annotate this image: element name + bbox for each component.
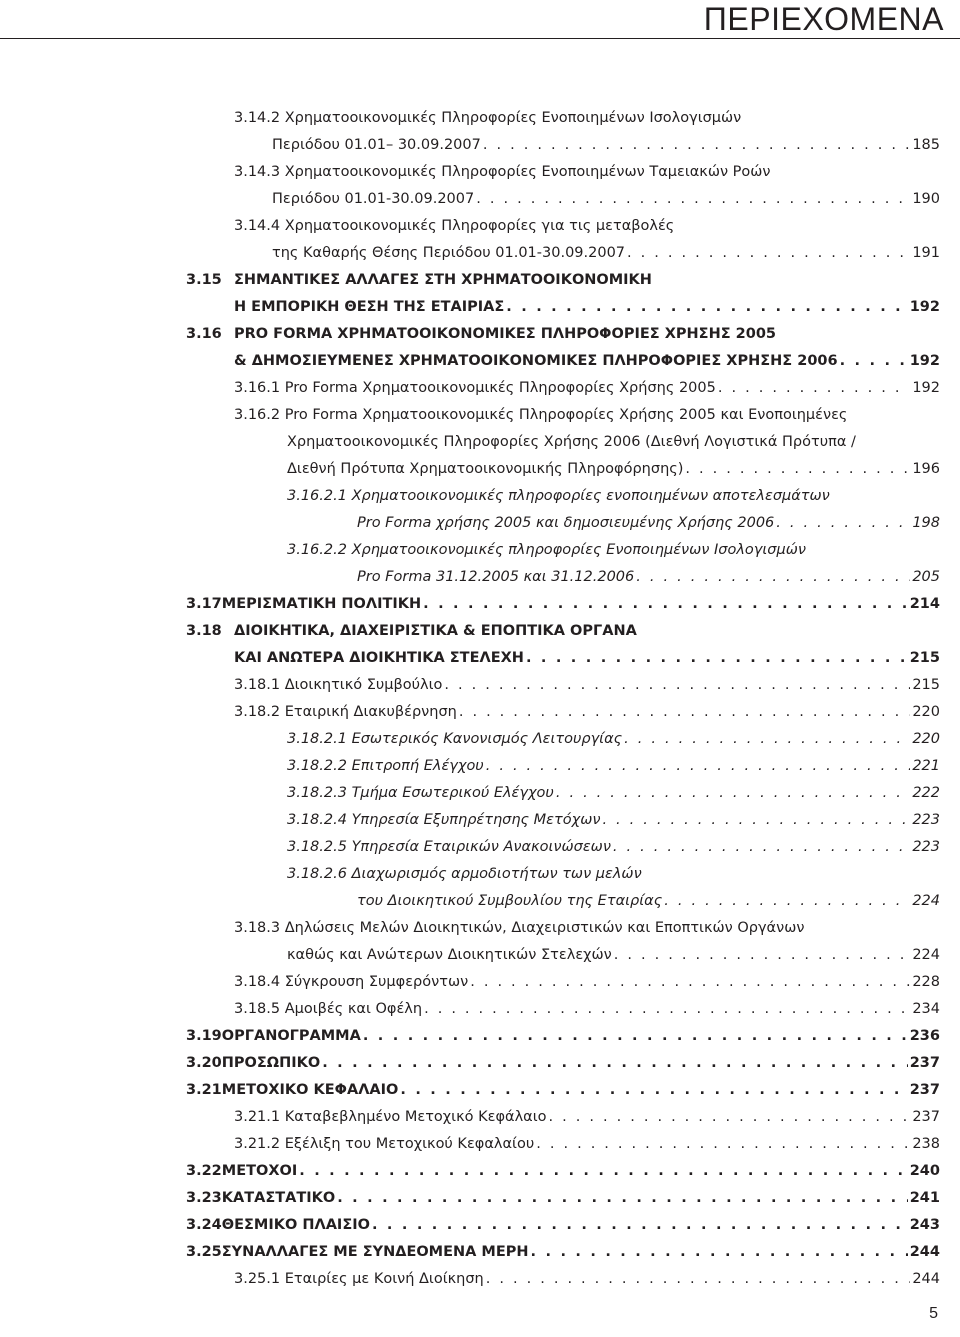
dot-leader [337, 1186, 908, 1210]
page-ref: 215 [912, 677, 940, 693]
page-ref: 234 [912, 1001, 940, 1017]
toc-entry-3-24[interactable]: 3.24 ΘΕΣΜΙΚΟ ΠΛΑΙΣΙΟ . . . 243 [186, 1213, 940, 1237]
toc-entry-3-16-2-2[interactable]: Pro Forma 31.12.2005 και 31.12.2006 . . . 205 [357, 565, 940, 589]
toc-entry-3-14-2[interactable]: Περιόδου 01.01– 30.09.2007 . . . 185 [272, 133, 940, 157]
page-ref: 237 [912, 1109, 940, 1125]
dot-leader [506, 295, 907, 319]
toc-entry-3-14-3-line1: 3.14.3 Χρηματοοικονομικές Πληροφορίες Ενοποιημένων Ταμειακών Ροών [234, 164, 771, 180]
page-ref: 192 [909, 299, 940, 315]
dot-leader [602, 808, 910, 832]
toc-entry-3-25-1[interactable]: 3.25.1 Εταιρίες με Κοινή Διοίκηση . . . 244 [234, 1267, 940, 1291]
toc-entry-3-18-2-6-line1: 3.18.2.6 Διαχωρισμός αρμοδιοτήτων των μελών [287, 866, 642, 882]
toc-entry-3-19[interactable]: 3.19 ΟΡΓΑΝΟΓΡΑΜΜΑ . . . 236 [186, 1024, 940, 1048]
toc-entry-3-16-2[interactable]: Διεθνή Πρότυπα Χρηματοοικονομικής Πληροφόρησης) . . . 196 [287, 457, 940, 481]
page-ref: 190 [912, 191, 940, 207]
toc-entry-3-16[interactable]: & ΔΗΜΟΣΙΕΥΜΕΝΕΣ ΧΡΗΜΑΤΟΟΙΚΟΝΟΜΙΚΕΣ ΠΛΗΡΟΦΟΡΙΕΣ ΧΡΗΣΗΣ 2006 . . . 192 [234, 349, 940, 373]
dot-leader [400, 1078, 907, 1102]
toc-entry-3-16-2-1-line1: 3.16.2.1 Χρηματοοικονομικές πληροφορίες ενοποιημένων αποτελεσμάτων [287, 488, 830, 504]
dot-leader [624, 727, 910, 751]
dot-leader [322, 1051, 908, 1075]
dot-leader [627, 241, 910, 265]
toc-entry-3-25[interactable]: 3.25 ΣΥΝΑΛΛΑΓΕΣ ΜΕ ΣΥΝΔΕΟΜΕΝΑ ΜΕΡΗ . . . 244 [186, 1240, 940, 1264]
toc-entry-3-22[interactable]: 3.22 ΜΕΤΟΧΟΙ . . . 240 [186, 1159, 940, 1183]
dot-leader [372, 1213, 908, 1237]
dot-leader [685, 457, 910, 481]
dot-leader [776, 511, 910, 535]
dot-leader [613, 835, 910, 859]
dot-leader [444, 673, 910, 697]
dot-leader [470, 970, 910, 994]
toc-entry-3-18-5[interactable]: 3.18.5 Αμοιβές και Οφέλη . . . 234 [234, 997, 940, 1021]
toc-entry-3-23[interactable]: 3.23 ΚΑΤΑΣΤΑΤΙΚΟ . . . 241 [186, 1186, 940, 1210]
page-ref: 214 [909, 596, 940, 612]
page-ref: 185 [912, 137, 940, 153]
toc-entry-3-18-3[interactable]: καθώς και Ανώτερων Διοικητικών Στελεχών . . . 224 [287, 943, 940, 967]
toc-entry-3-16-2-1[interactable]: Pro Forma χρήσης 2005 και δημοσιευμένης Χρήσης 2006 . . . 198 [357, 511, 940, 535]
toc-entry-3-18-2-1[interactable]: 3.18.2.1 Εσωτερικός Κανονισμός Λειτουργίας . . . 220 [287, 727, 940, 751]
header-rule [0, 38, 960, 39]
page-ref: 221 [912, 758, 940, 774]
toc-entry-3-18-2-2[interactable]: 3.18.2.2 Επιτροπή Ελέγχου . . . 221 [287, 754, 940, 778]
page-ref: 205 [912, 569, 940, 585]
toc-entry-3-18-line1: 3.18 ΔΙΟΙΚΗΤΙΚΑ, ΔΙΑΧΕΙΡΙΣΤΙΚΑ & ΕΠΟΠΤΙΚΑ ΟΡΓΑΝΑ [186, 623, 637, 639]
dot-leader [536, 1132, 910, 1156]
dot-leader [556, 781, 910, 805]
toc-entry-3-18-1[interactable]: 3.18.1 Διοικητικό Συμβούλιο . . . 215 [234, 673, 940, 697]
toc-entry-3-21[interactable]: 3.21 ΜΕΤΟΧΙΚΟ ΚΕΦΑΛΑΙΟ . . . 237 [186, 1078, 940, 1102]
page-ref: 223 [912, 812, 940, 828]
dot-leader [486, 754, 911, 778]
dot-leader [459, 700, 910, 724]
page-ref: 222 [912, 785, 940, 801]
page-number: 5 [929, 1305, 938, 1322]
dot-leader [363, 1024, 908, 1048]
toc-entry-3-18[interactable]: ΚΑΙ ΑΝΩΤΕΡΑ ΔΙΟΙΚΗΤΙΚΑ ΣΤΕΛΕΧΗ . . . 215 [234, 646, 940, 670]
toc-entry-3-16-line1: 3.16 PRO FORMA ΧΡΗΜΑΤΟΟΙΚΟΝΟΜΙΚΕΣ ΠΛΗΡΟΦΟΡΙΕΣ ΧΡΗΣΗΣ 2005 [186, 326, 777, 342]
page-ref: 224 [912, 893, 940, 909]
dot-leader [636, 565, 910, 589]
page-ref: 192 [912, 380, 940, 396]
toc-entry-3-18-2[interactable]: 3.18.2 Εταιρική Διακυβέρνηση . . . 220 [234, 700, 940, 724]
dot-leader [476, 187, 910, 211]
page-ref: 224 [912, 947, 940, 963]
page-ref: 241 [909, 1190, 940, 1206]
toc-entry-3-20[interactable]: 3.20 ΠΡΟΣΩΠΙΚΟ . . . 237 [186, 1051, 940, 1075]
page-title: ΠΕΡΙΕΧΟΜΕΝΑ [703, 1, 944, 37]
page-ref: 237 [909, 1082, 940, 1098]
page-ref: 240 [909, 1163, 940, 1179]
toc-entry-3-18-2-3[interactable]: 3.18.2.3 Τμήμα Εσωτερικού Ελέγχου . . . 222 [287, 781, 940, 805]
toc-entry-3-18-4[interactable]: 3.18.4 Σύγκρουση Συμφερόντων . . . 228 [234, 970, 940, 994]
toc-entry-3-16-2-line2: Χρηματοοικονομικές Πληροφορίες Χρήσης 2006 (Διεθνή Λογιστικά Πρότυπα / [287, 434, 856, 450]
toc-entry-3-18-3-line1: 3.18.3 Δηλώσεις Μελών Διοικητικών, Διαχειριστικών και Εποπτικών Οργάνων [234, 920, 805, 936]
page-ref: 215 [909, 650, 940, 666]
dot-leader [423, 592, 908, 616]
dot-leader [424, 997, 910, 1021]
page-ref: 192 [909, 353, 940, 369]
page-ref: 236 [909, 1028, 940, 1044]
dot-leader [718, 376, 910, 400]
toc-entry-3-15[interactable]: Η ΕΜΠΟΡΙΚΗ ΘΕΣΗ ΤΗΣ ΕΤΑΙΡΙΑΣ . . . 192 [234, 295, 940, 319]
page-ref: 244 [909, 1244, 940, 1260]
toc-entry-3-14-4-line1: 3.14.4 Χρηματοοικονομικές Πληροφορίες για τις μεταβολές [234, 218, 675, 234]
toc-entry-3-21-2[interactable]: 3.21.2 Εξέλιξη του Μετοχικού Κεφαλαίου . . . 238 [234, 1132, 940, 1156]
page-ref: 243 [909, 1217, 940, 1233]
dot-leader [664, 889, 910, 913]
toc-entry-3-18-2-5[interactable]: 3.18.2.5 Υπηρεσία Εταιρικών Ανακοινώσεων . . . 223 [287, 835, 940, 859]
dot-leader [840, 349, 908, 373]
page-ref: 198 [912, 515, 940, 531]
toc-entry-3-14-4[interactable]: της Καθαρής Θέσης Περιόδου 01.01-30.09.2007 . . . 191 [272, 241, 940, 265]
page-ref: 238 [912, 1136, 940, 1152]
page-ref: 196 [912, 461, 940, 477]
toc-entry-3-14-3[interactable]: Περιόδου 01.01-30.09.2007 . . . 190 [272, 187, 940, 211]
dot-leader [299, 1159, 907, 1183]
page-ref: 220 [912, 704, 940, 720]
page-ref: 220 [912, 731, 940, 747]
dot-leader [614, 943, 911, 967]
page-ref: 244 [912, 1271, 940, 1287]
page-ref: 228 [912, 974, 940, 990]
dot-leader [526, 646, 908, 670]
dot-leader [531, 1240, 908, 1264]
dot-leader [549, 1105, 911, 1129]
page-ref: 191 [912, 245, 940, 261]
toc-entry-3-16-2-2-line1: 3.16.2.2 Χρηματοοικονομικές πληροφορίες Ενοποιημένων Ισολογισμών [287, 542, 806, 558]
toc-entry-3-14-2-line1: 3.14.2 Χρηματοοικονομικές Πληροφορίες Ενοποιημένων Ισολογισμών [234, 110, 742, 126]
page-ref: 237 [909, 1055, 940, 1071]
toc-entry-3-17[interactable]: 3.17 ΜΕΡΙΣΜΑΤΙΚΗ ΠΟΛΙΤΙΚΗ . . . 214 [186, 592, 940, 616]
page-ref: 223 [912, 839, 940, 855]
dot-leader [486, 1267, 911, 1291]
toc-entry-3-18-2-4[interactable]: 3.18.2.4 Υπηρεσία Εξυπηρέτησης Μετόχων . . . 223 [287, 808, 940, 832]
toc-entry-3-21-1[interactable]: 3.21.1 Καταβεβλημένο Μετοχικό Κεφάλαιο . . . 237 [234, 1105, 940, 1129]
toc-entry-3-16-2-line1: 3.16.2 Pro Forma Χρηματοοικονομικές Πληροφορίες Χρήσης 2005 και Ενοποιημένες [234, 407, 848, 423]
dot-leader [483, 133, 910, 157]
toc-entry-3-15-line1: 3.15 ΣΗΜΑΝΤΙΚΕΣ ΑΛΛΑΓΕΣ ΣΤΗ ΧΡΗΜΑΤΟΟΙΚΟΝΟΜΙΚΗ [186, 272, 652, 288]
toc-entry-3-16-1[interactable]: 3.16.1 Pro Forma Χρηματοοικονομικές Πληροφορίες Χρήσης 2005 . . . 192 [234, 376, 940, 400]
toc-entry-3-18-2-6[interactable]: του Διοικητικού Συμβουλίου της Εταιρίας . . . 224 [357, 889, 940, 913]
